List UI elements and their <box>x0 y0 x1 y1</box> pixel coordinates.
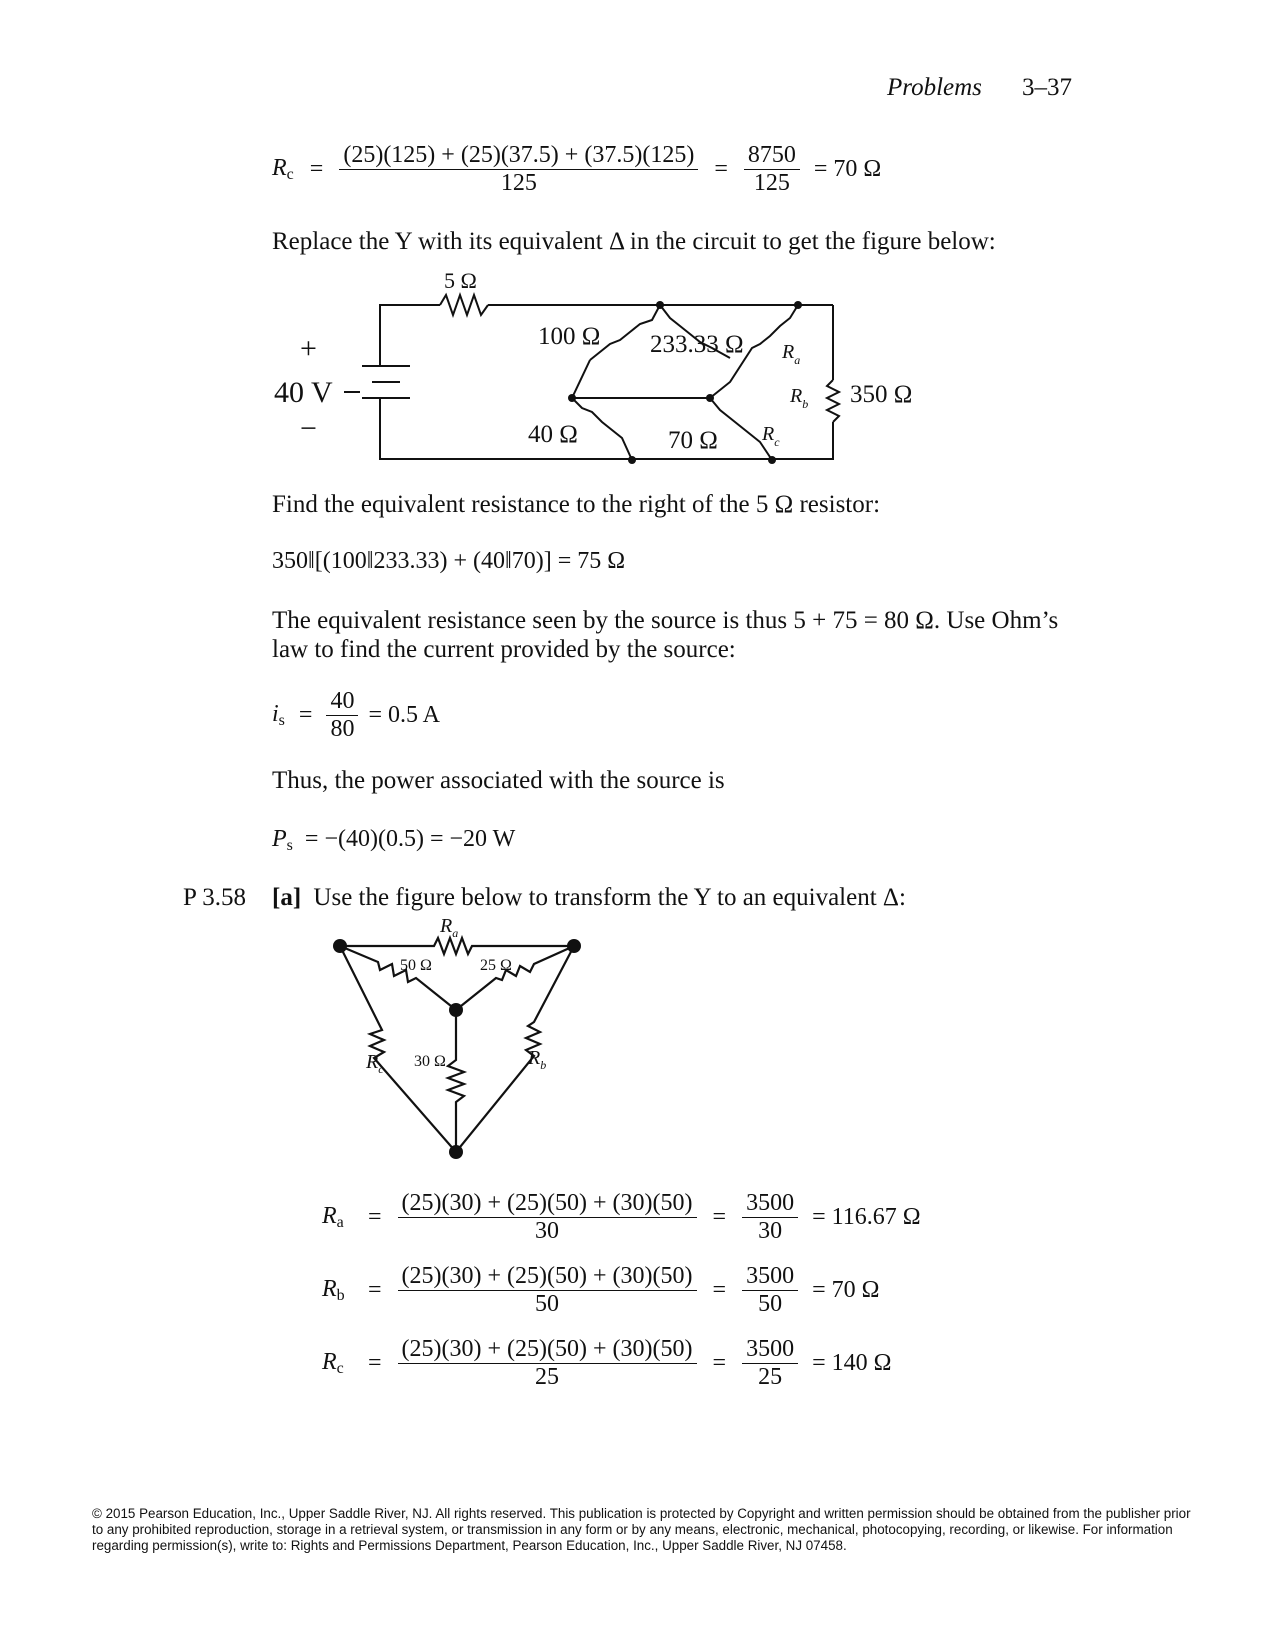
paragraph-power: Thus, the power associated with the source is <box>272 767 725 794</box>
rc-equation: $R_c$ = $\frac{(25)(125) + (25)(37.5) + (37.5)(125)}{125}$ = $\frac{8750}{125}$ = 70 Ω <box>272 142 882 196</box>
rc-fraction-1: $\frac{(25)(125) + (25)(37.5) + (37.5)(125)}{125}$ <box>339 142 698 197</box>
label-5-ohm: 5 Ω <box>444 268 477 293</box>
copyright-footer: © 2015 Pearson Education, Inc., Upper Saddle River, NJ. All rights reserved. This publication is protected by Copyright and written permission should be obtained from the publisher prior to any prohibited reproduction, storage in a retrieval system, or transmission in any form or by any means, electronic, mechanical, photocopying, recording, or likewise. For information regarding permission(s), write to: Rights and Permissions Department, Pearson Education, Inc., Upper Saddle River, NJ 07458. <box>92 1506 1191 1553</box>
label-rc: $R_c$ <box>762 423 780 449</box>
label-100-ohm: 100 Ω <box>538 323 601 350</box>
label-source-plus: + <box>300 332 317 365</box>
paragraph-equivalent-2: law to find the current provided by the source: <box>272 636 736 663</box>
label-233-ohm: 233.33 Ω <box>650 331 744 358</box>
problem-label: P 3.58 <box>183 884 246 911</box>
running-title: Problems <box>887 74 982 101</box>
label-50-ohm: 50 Ω <box>400 957 432 974</box>
label-350-ohm: 350 Ω <box>850 381 913 408</box>
paragraph-equivalent-1: The equivalent resistance seen by the source is thus 5 + 75 = 80 Ω. Use Ohm’s <box>272 607 1059 634</box>
label-rb: $R_b$ <box>790 385 809 411</box>
equation-parallel: 350‖[(100‖233.33) + (40‖70)] = 75 Ω <box>272 548 626 574</box>
label-30-ohm: 30 Ω <box>414 1053 446 1070</box>
ra-equation: $R_a$ = $\frac{(25)(30) + (25)(50) + (30)(50)}{30}$ = $\frac{3500}{30}$ = 116.67 Ω <box>322 1190 921 1244</box>
label-70-ohm: 70 Ω <box>668 427 718 454</box>
label-25-ohm: 25 Ω <box>480 957 512 974</box>
paragraph-find: Find the equivalent resistance to the right of the 5 Ω resistor: <box>272 491 881 518</box>
ps-equation: $P_s = -(40)(0.5) = -20$ W <box>272 826 516 854</box>
label-ra-2: $R_a$ <box>440 915 459 940</box>
rb-equation: $R_b$ = $\frac{(25)(30) + (25)(50) + (30)(50)}{50}$ = $\frac{3500}{50}$ = 70 Ω <box>322 1263 880 1317</box>
label-ra: $R_a$ <box>782 341 801 367</box>
circuit-diagram-1 <box>260 262 960 472</box>
rc-equation-2: $R_c$ = $\frac{(25)(30) + (25)(50) + (30)(50)}{25}$ = $\frac{3500}{25}$ = 140 Ω <box>322 1336 892 1390</box>
label-rb-2: $R_b$ <box>528 1047 547 1072</box>
circuit-diagram-2 <box>320 912 600 1162</box>
rc-fraction-2: $\frac{8750}{125}$ <box>744 142 800 197</box>
problem-part: [a] Use the figure below to transform the Y to an equivalent Δ: <box>272 884 906 911</box>
label-40-ohm: 40 Ω <box>528 421 578 448</box>
label-source-voltage: 40 V <box>274 376 333 409</box>
label-source-minus: − <box>300 412 317 445</box>
label-rc-2: $R_c$ <box>366 1051 384 1076</box>
page-number: 3–37 <box>1022 74 1072 101</box>
paragraph-replace: Replace the Y with its equivalent Δ in the circuit to get the figure below: <box>272 228 996 255</box>
is-equation: $i_s$ = $\frac{40}{80}$ = 0.5 A <box>272 688 440 742</box>
